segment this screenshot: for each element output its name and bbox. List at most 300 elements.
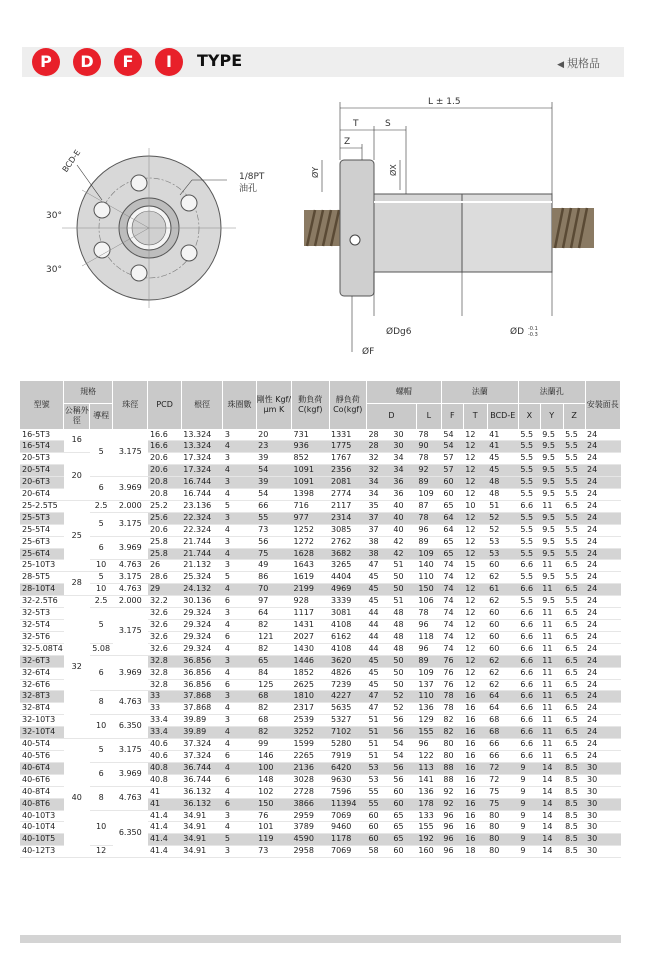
- th-root-dia: 根徑: [181, 381, 223, 429]
- cell-l: 42: [391, 536, 416, 548]
- cell-t: 18: [463, 846, 487, 858]
- cell-s: 24: [585, 441, 621, 453]
- cell-n: 3: [223, 691, 256, 703]
- cell-pcd: 33: [148, 703, 181, 715]
- cell-pcd: 25.8: [148, 548, 181, 560]
- cell-root: 36.132: [181, 798, 223, 810]
- cell-l: 36: [391, 489, 416, 501]
- cell-d: 60: [366, 834, 391, 846]
- cell-ll: 137: [416, 679, 441, 691]
- cell-l: 60: [391, 846, 416, 858]
- cell-pcd: 41: [148, 786, 181, 798]
- cell-f: 76: [441, 679, 463, 691]
- cell-pcd: 32.6: [148, 631, 181, 643]
- cell-l: 54: [391, 750, 416, 762]
- cell-k: 99: [256, 739, 291, 751]
- cell-pcd: 16.6: [148, 441, 181, 453]
- cell-t: 12: [463, 536, 487, 548]
- table-row: [20, 596, 621, 608]
- cell-model: 32-5T3: [20, 608, 64, 620]
- cell-pcd: 41.4: [148, 822, 181, 834]
- table-row: [20, 643, 621, 655]
- cell-y: 9.5: [540, 429, 563, 441]
- label-angle-bottom: 30°: [46, 265, 62, 275]
- cell-model: 25-5T4: [20, 524, 64, 536]
- cell-bcd: 60: [487, 643, 518, 655]
- cell-l: 50: [391, 572, 416, 584]
- cell-f: 54: [441, 441, 463, 453]
- cell-n: 4: [223, 441, 256, 453]
- cell-co: 5327: [329, 715, 366, 727]
- cell-lead: 10: [90, 584, 113, 596]
- type-label: TYPE: [197, 51, 243, 70]
- cell-model: 32-8T3: [20, 691, 64, 703]
- cell-ll: 78: [416, 608, 441, 620]
- cell-x: 9: [518, 774, 540, 786]
- cell-c: 3789: [292, 822, 329, 834]
- cell-d: 37: [366, 512, 391, 524]
- cell-ll: 109: [416, 548, 441, 560]
- cell-root: 36.856: [181, 667, 223, 679]
- cell-z: 5.5: [563, 548, 585, 560]
- cell-z: 5.5: [563, 477, 585, 489]
- cell-ball: 2.000: [113, 596, 148, 608]
- cell-k: 84: [256, 667, 291, 679]
- cell-pcd: 32.6: [148, 643, 181, 655]
- cell-lead: 2.5: [90, 500, 113, 512]
- cell-pcd: 33: [148, 691, 181, 703]
- cell-ll: 136: [416, 786, 441, 798]
- cell-root: 29.324: [181, 631, 223, 643]
- triangle-left-icon: ◀: [557, 60, 564, 70]
- table-row: [20, 536, 621, 548]
- cell-c: 852: [292, 453, 329, 465]
- cell-y: 11: [540, 667, 563, 679]
- th-ball-dia: 珠徑: [113, 381, 148, 429]
- cell-model: 32-6T6: [20, 679, 64, 691]
- cell-t: 12: [463, 465, 487, 477]
- cell-pcd: 33.4: [148, 715, 181, 727]
- cell-l: 56: [391, 774, 416, 786]
- cell-n: 4: [223, 489, 256, 501]
- th-flange-hole: 法蘭孔: [518, 381, 585, 403]
- th-sub-z: Z: [563, 403, 585, 429]
- cell-ll: 141: [416, 774, 441, 786]
- table-row: [20, 429, 621, 441]
- cell-z: 6.5: [563, 750, 585, 762]
- cell-s: 30: [585, 846, 621, 858]
- cell-s: 30: [585, 822, 621, 834]
- cell-l: 54: [391, 739, 416, 751]
- cell-s: 24: [585, 465, 621, 477]
- cell-t: 16: [463, 786, 487, 798]
- cell-model: 28-10T4: [20, 584, 64, 596]
- cell-bcd: 53: [487, 548, 518, 560]
- cell-co: 3339: [329, 596, 366, 608]
- cell-c: 2265: [292, 750, 329, 762]
- cell-x: 5.5: [518, 441, 540, 453]
- cell-t: 16: [463, 703, 487, 715]
- cell-l: 48: [391, 620, 416, 632]
- cell-k: 64: [256, 608, 291, 620]
- cell-bcd: 60: [487, 620, 518, 632]
- cell-d: 51: [366, 727, 391, 739]
- cell-l: 65: [391, 822, 416, 834]
- cell-k: 82: [256, 643, 291, 655]
- th-nominal-od: 公稱外徑: [64, 403, 90, 429]
- cell-ball: 6.350: [113, 810, 148, 858]
- cell-t: 16: [463, 750, 487, 762]
- cell-n: 4: [223, 643, 256, 655]
- cell-lead: 10: [90, 810, 113, 846]
- label-df: ØF: [362, 347, 375, 357]
- cell-model: 40-12T3: [20, 846, 64, 858]
- cell-t: 12: [463, 429, 487, 441]
- cell-s: 24: [585, 655, 621, 667]
- cell-ball: 3.969: [113, 536, 148, 560]
- cell-x: 6.6: [518, 500, 540, 512]
- cell-ll: 110: [416, 572, 441, 584]
- cell-root: 17.324: [181, 453, 223, 465]
- cell-y: 9.5: [540, 441, 563, 453]
- cell-y: 14: [540, 834, 563, 846]
- cell-ll: 140: [416, 560, 441, 572]
- cell-ll: 96: [416, 524, 441, 536]
- cell-bcd: 60: [487, 608, 518, 620]
- th-nut: 螺帽: [366, 381, 441, 403]
- cell-root: 36.744: [181, 774, 223, 786]
- th-spec: 規格: [64, 381, 113, 403]
- cell-co: 2314: [329, 512, 366, 524]
- cell-s: 24: [585, 703, 621, 715]
- cell-y: 11: [540, 584, 563, 596]
- cell-t: 12: [463, 584, 487, 596]
- cell-x: 9: [518, 846, 540, 858]
- cell-x: 6.6: [518, 679, 540, 691]
- cell-n: 3: [223, 429, 256, 441]
- cell-ball: 4.763: [113, 584, 148, 596]
- cell-l: 36: [391, 477, 416, 489]
- cell-n: 3: [223, 608, 256, 620]
- cell-co: 7102: [329, 727, 366, 739]
- th-sub-d: D: [366, 403, 416, 429]
- label-dy: ØY: [311, 166, 320, 178]
- cell-f: 57: [441, 465, 463, 477]
- flange-front-view: [62, 148, 236, 308]
- cell-root: 29.324: [181, 643, 223, 655]
- cell-model: 40-5T6: [20, 750, 64, 762]
- cell-lead: 6: [90, 762, 113, 786]
- cell-c: 1272: [292, 536, 329, 548]
- cell-s: 24: [585, 620, 621, 632]
- cell-z: 6.5: [563, 655, 585, 667]
- cell-lead: 5: [90, 608, 113, 644]
- cell-y: 11: [540, 655, 563, 667]
- cell-lead: 5: [90, 572, 113, 584]
- th-pcd: PCD: [148, 381, 181, 429]
- cell-y: 11: [540, 608, 563, 620]
- cell-n: 3: [223, 655, 256, 667]
- cell-d: 55: [366, 786, 391, 798]
- cell-y: 9.5: [540, 524, 563, 536]
- cell-lead: 5: [90, 429, 113, 477]
- cell-n: 4: [223, 584, 256, 596]
- cell-model: 20-5T3: [20, 453, 64, 465]
- th-circuits: 珠圈數: [223, 381, 256, 429]
- cell-f: 78: [441, 691, 463, 703]
- cell-s: 24: [585, 631, 621, 643]
- cell-y: 9.5: [540, 548, 563, 560]
- cell-pcd: 40.8: [148, 774, 181, 786]
- cell-y: 9.5: [540, 536, 563, 548]
- cell-f: 92: [441, 798, 463, 810]
- cell-y: 9.5: [540, 453, 563, 465]
- cell-d: 34: [366, 477, 391, 489]
- cell-lead: 6: [90, 536, 113, 560]
- cell-root: 34.91: [181, 822, 223, 834]
- label-pt: 1/8PT: [239, 172, 265, 182]
- cell-s: 24: [585, 667, 621, 679]
- cell-z: 8.5: [563, 822, 585, 834]
- cell-ll: 87: [416, 500, 441, 512]
- cell-c: 1619: [292, 572, 329, 584]
- cell-f: 74: [441, 596, 463, 608]
- cell-ll: 89: [416, 536, 441, 548]
- cell-z: 6.5: [563, 703, 585, 715]
- cell-x: 6.6: [518, 620, 540, 632]
- cell-pcd: 25.6: [148, 512, 181, 524]
- cell-y: 11: [540, 500, 563, 512]
- cell-model: 28-5T5: [20, 572, 64, 584]
- cell-l: 50: [391, 667, 416, 679]
- cell-co: 1775: [329, 441, 366, 453]
- cell-root: 13.324: [181, 429, 223, 441]
- cell-f: 96: [441, 822, 463, 834]
- cell-k: 146: [256, 750, 291, 762]
- cell-x: 5.5: [518, 548, 540, 560]
- cell-n: 3: [223, 560, 256, 572]
- cell-t: 12: [463, 489, 487, 501]
- cell-ll: 78: [416, 429, 441, 441]
- cell-y: 11: [540, 679, 563, 691]
- cell-t: 12: [463, 596, 487, 608]
- cell-co: 4108: [329, 620, 366, 632]
- cell-t: 12: [463, 441, 487, 453]
- cell-bcd: 66: [487, 750, 518, 762]
- cell-bcd: 45: [487, 453, 518, 465]
- cell-c: 1810: [292, 691, 329, 703]
- badge-d: D: [73, 48, 101, 76]
- cell-ll: 150: [416, 584, 441, 596]
- table-row: [20, 500, 621, 512]
- cell-s: 24: [585, 584, 621, 596]
- cell-x: 6.6: [518, 560, 540, 572]
- cell-s: 24: [585, 715, 621, 727]
- table-row: [20, 846, 621, 858]
- cell-t: 16: [463, 715, 487, 727]
- cell-y: 9.5: [540, 477, 563, 489]
- cell-ll: 129: [416, 715, 441, 727]
- cell-f: 74: [441, 584, 463, 596]
- cell-x: 5.5: [518, 512, 540, 524]
- cell-z: 5.5: [563, 453, 585, 465]
- cell-z: 6.5: [563, 679, 585, 691]
- cell-l: 30: [391, 429, 416, 441]
- cell-z: 8.5: [563, 834, 585, 846]
- cell-s: 30: [585, 798, 621, 810]
- cell-y: 11: [540, 643, 563, 655]
- cell-k: 121: [256, 631, 291, 643]
- cell-z: 6.5: [563, 608, 585, 620]
- cell-s: 24: [585, 727, 621, 739]
- cell-k: 73: [256, 524, 291, 536]
- cell-od: 25: [64, 500, 90, 571]
- cell-pcd: 40.8: [148, 762, 181, 774]
- cell-bcd: 61: [487, 584, 518, 596]
- cell-f: 54: [441, 429, 463, 441]
- cell-co: 7069: [329, 846, 366, 858]
- cell-ll: 160: [416, 846, 441, 858]
- cell-t: 16: [463, 774, 487, 786]
- cell-c: 1117: [292, 608, 329, 620]
- cell-z: 6.5: [563, 667, 585, 679]
- cell-s: 30: [585, 786, 621, 798]
- cell-n: 5: [223, 572, 256, 584]
- cell-n: 4: [223, 727, 256, 739]
- cell-n: 4: [223, 620, 256, 632]
- spec-link[interactable]: [557, 55, 600, 71]
- cell-f: 96: [441, 810, 463, 822]
- cell-co: 7069: [329, 810, 366, 822]
- cell-x: 6.6: [518, 631, 540, 643]
- cell-root: 36.132: [181, 786, 223, 798]
- cell-d: 45: [366, 679, 391, 691]
- cell-bcd: 75: [487, 798, 518, 810]
- cell-l: 52: [391, 691, 416, 703]
- cell-x: 5.5: [518, 429, 540, 441]
- cell-z: 5.5: [563, 572, 585, 584]
- cell-lead: 8: [90, 691, 113, 715]
- cell-ll: 106: [416, 596, 441, 608]
- cell-l: 42: [391, 548, 416, 560]
- cell-ll: 113: [416, 762, 441, 774]
- cell-x: 6.6: [518, 655, 540, 667]
- cell-d: 34: [366, 489, 391, 501]
- cell-x: 5.5: [518, 596, 540, 608]
- cell-ball: 3.175: [113, 739, 148, 763]
- cell-ball: 3.175: [113, 512, 148, 536]
- cell-n: 4: [223, 667, 256, 679]
- cell-t: 10: [463, 500, 487, 512]
- cell-s: 24: [585, 512, 621, 524]
- cell-od: 16: [64, 429, 90, 453]
- cell-pcd: 33.4: [148, 727, 181, 739]
- cell-x: 5.5: [518, 572, 540, 584]
- cell-k: 75: [256, 548, 291, 560]
- cell-co: 6420: [329, 762, 366, 774]
- th-static-load: 靜負荷 Co(kgf): [329, 381, 366, 429]
- cell-pcd: 40.6: [148, 750, 181, 762]
- cell-x: 6.6: [518, 608, 540, 620]
- cell-k: 39: [256, 477, 291, 489]
- cell-x: 9: [518, 810, 540, 822]
- cell-bcd: 60: [487, 631, 518, 643]
- cell-l: 65: [391, 810, 416, 822]
- cell-bcd: 41: [487, 429, 518, 441]
- cell-x: 6.6: [518, 667, 540, 679]
- cell-c: 1643: [292, 560, 329, 572]
- cell-n: 3: [223, 477, 256, 489]
- cell-od: 28: [64, 572, 90, 596]
- cell-d: 35: [366, 500, 391, 512]
- cell-l: 40: [391, 500, 416, 512]
- cell-c: 1852: [292, 667, 329, 679]
- cell-model: 32-5T6: [20, 631, 64, 643]
- cell-l: 40: [391, 524, 416, 536]
- cell-pcd: 25.8: [148, 536, 181, 548]
- cell-d: 47: [366, 703, 391, 715]
- label-length: L ± 1.5: [428, 97, 461, 107]
- cell-model: 25-6T3: [20, 536, 64, 548]
- cell-k: 100: [256, 762, 291, 774]
- cell-f: 65: [441, 548, 463, 560]
- cell-z: 5.5: [563, 429, 585, 441]
- cell-d: 44: [366, 608, 391, 620]
- cell-co: 2774: [329, 489, 366, 501]
- cell-model: 40-5T4: [20, 739, 64, 751]
- cell-t: 16: [463, 810, 487, 822]
- cell-z: 5.5: [563, 596, 585, 608]
- cell-root: 39.89: [181, 715, 223, 727]
- cell-ll: 155: [416, 727, 441, 739]
- cell-l: 56: [391, 762, 416, 774]
- cell-root: 36.856: [181, 679, 223, 691]
- cell-ll: 96: [416, 620, 441, 632]
- cell-ball: 3.969: [113, 477, 148, 501]
- cell-lead: 5: [90, 512, 113, 536]
- cell-co: 3085: [329, 524, 366, 536]
- cell-root: 34.91: [181, 834, 223, 846]
- cell-lead: 5.08: [90, 643, 113, 655]
- cell-co: 6162: [329, 631, 366, 643]
- cell-c: 2958: [292, 846, 329, 858]
- cell-k: 76: [256, 810, 291, 822]
- cell-c: 2136: [292, 762, 329, 774]
- cell-pcd: 32.2: [148, 596, 181, 608]
- label-z: Z: [344, 137, 351, 147]
- cell-d: 53: [366, 762, 391, 774]
- cell-model: 32-5T4: [20, 620, 64, 632]
- cell-pcd: 32.8: [148, 679, 181, 691]
- cell-t: 12: [463, 667, 487, 679]
- cell-z: 6.5: [563, 691, 585, 703]
- cell-s: 24: [585, 500, 621, 512]
- cell-bcd: 48: [487, 489, 518, 501]
- cell-y: 14: [540, 798, 563, 810]
- cell-t: 12: [463, 608, 487, 620]
- cell-pcd: 20.8: [148, 489, 181, 501]
- cell-c: 928: [292, 596, 329, 608]
- cell-y: 11: [540, 739, 563, 751]
- cell-od: 32: [64, 596, 90, 739]
- cell-z: 6.5: [563, 620, 585, 632]
- cell-f: 64: [441, 512, 463, 524]
- cell-x: 6.6: [518, 584, 540, 596]
- cell-pcd: 41.4: [148, 834, 181, 846]
- cell-y: 11: [540, 727, 563, 739]
- cell-s: 30: [585, 834, 621, 846]
- cell-model: 40-6T4: [20, 762, 64, 774]
